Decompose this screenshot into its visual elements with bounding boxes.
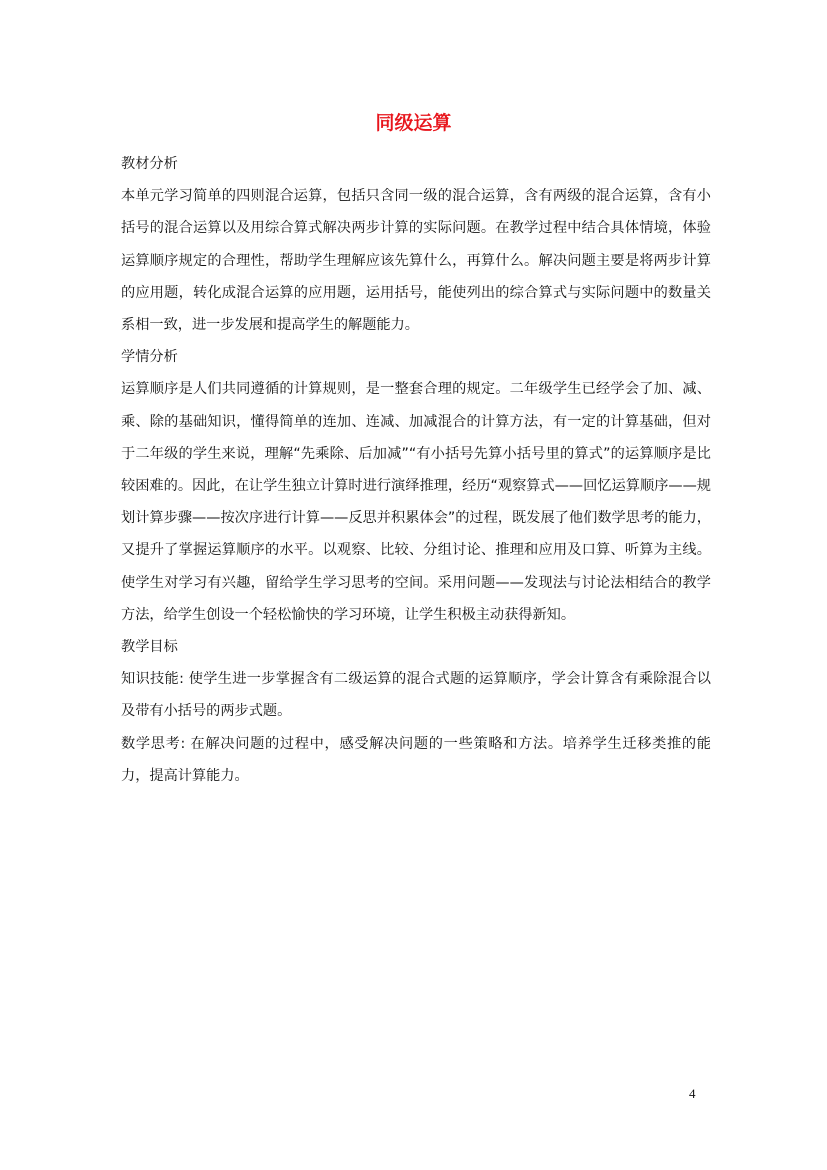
page-number: 4 [689,1086,696,1101]
document-body [121,148,711,792]
paragraph: 知识技能: 使学生进一步掌握含有二级运算的混合式题的运算顺序，学会计算含有乘除混合以及带有小括号的两步式题。 [121,671,711,720]
section-teaching-goals [121,631,711,792]
paragraph: 本单元学习简单的四则混合运算，包括只含同一级的混合运算，含有两级的混合运算，含有小括号的混合运算以及用综合算式解决两步计算的实际问题。在教学过程中结合具体情境，体验运算顺序规定的合理性，帮助学生理解应该先算什么，再算什么。解决问题主要是将两步计算的应用题，转化成混合运算的应用题，运用括号，能使列出的综合算式与实际问题中的数量关系相一致，进一步发展和提高学生的解题能力。 [121,188,711,334]
section-heading: 教学目标 [121,639,178,656]
document-title: 同级运算 [375,112,452,134]
paragraph: 运算顺序是人们共同遵循的计算规则，是一整套合理的规定。二年级学生已经学会了加、减、乘、除的基础知识，懂得简单的连加、连减、加减混合的计算方法，有一定的计算基础，但对于二年级的学生来说，理解“先乘除、后加减”“有小括号先算小括号里的算式”的运算顺序是比较困难的。因此，在让学生独立计算时进行演绎推理，经历“观察算式——回忆运算顺序——规划计算步骤——按次序进行计算——反思并积累体会”的过程，既发展了他们数学思考的能力，又提升了掌握运算顺序的水平。以观察、比较、分组讨论、推理和应用及口算、听算为主线。使学生对学习有兴趣，留给学生学习思考的空间。采用问题——发现法与讨论法相结合的教学方法，给学生创设一个轻松愉快的学习环境，让学生积极主动获得新知。 [121,381,711,623]
section-heading: 学情分析 [121,349,178,366]
section-textbook-analysis [121,148,711,341]
section-student-analysis [121,341,711,631]
paragraph: 数学思考: 在解决问题的过程中，感受解决问题的一些策略和方法。培养学生迁移类推的能力，提高计算能力。 [121,735,711,784]
section-heading: 教材分析 [121,156,178,172]
